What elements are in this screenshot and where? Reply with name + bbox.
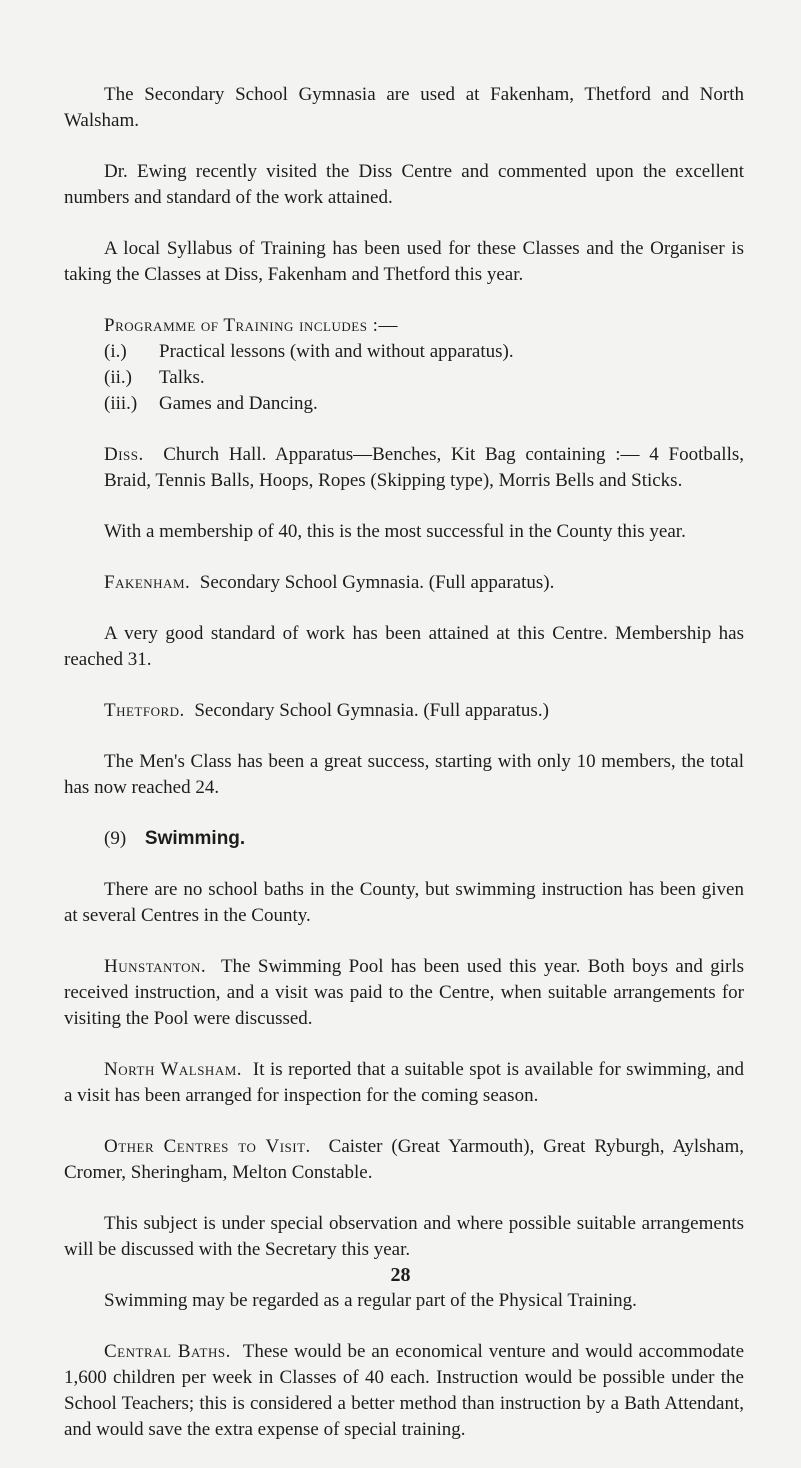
diss-membership: With a membership of 40, this is the most successful in the County this year. bbox=[104, 521, 686, 542]
swimming-intro: There are no school baths in the County, but swimming instruction has been given at several Centres in the County. bbox=[64, 879, 744, 926]
programme-item-number: (i.) bbox=[104, 341, 127, 362]
diss-label: Diss. bbox=[104, 444, 144, 465]
programme-item-text: Practical lessons (with and without apparatus). bbox=[159, 341, 514, 362]
section-number: (9) bbox=[104, 828, 127, 849]
programme-item bbox=[64, 339, 744, 365]
programme-item-text: Games and Dancing. bbox=[159, 393, 318, 414]
programme-item-text: Talks. bbox=[159, 367, 205, 388]
central-baths-label: Central Baths. bbox=[104, 1341, 231, 1362]
paragraph-gymnasia: The Secondary School Gymnasia are used at Fakenham, Thetford and North Walsham. bbox=[64, 84, 744, 131]
fakenham-text: Secondary School Gymnasia. (Full apparatus). bbox=[199, 572, 555, 593]
north-walsham-section bbox=[64, 1057, 744, 1109]
hunstanton-section bbox=[64, 954, 744, 1032]
hunstanton-label: Hunstanton. bbox=[104, 956, 207, 977]
programme-list bbox=[64, 339, 744, 417]
regular-paragraph: Swimming may be regarded as a regular part of the Physical Training. bbox=[104, 1290, 637, 1311]
diss-section bbox=[64, 442, 744, 494]
thetford-label: Thetford. bbox=[104, 700, 185, 721]
fakenham-section bbox=[64, 570, 744, 596]
other-centres-label: Other Centres to Visit. bbox=[104, 1136, 311, 1157]
swimming-heading bbox=[64, 826, 744, 852]
north-walsham-label: North Walsham. bbox=[104, 1059, 243, 1080]
paragraph-ewing-visit: Dr. Ewing recently visited the Diss Centre and commented upon the excellent numbers and standard of the work attained. bbox=[64, 161, 744, 208]
other-centres-section bbox=[64, 1134, 744, 1186]
central-baths-text: These would be an economical venture and would accommodate 1,600 children per week in Classes of 40 each. Instruction would be possible under the School Teachers; this is considered a better method than instruction by a Bath Attendant, and would save the extra expense of special training. bbox=[64, 1341, 745, 1440]
fakenham-detail: A very good standard of work has been attained at this Centre. Membership has reached 31. bbox=[64, 623, 744, 670]
thetford-section bbox=[64, 698, 744, 724]
programme-item-number: (ii.) bbox=[104, 367, 132, 388]
document-page bbox=[64, 82, 744, 1468]
section-title: Swimming. bbox=[144, 828, 246, 849]
north-walsham-text: It is reported that a suitable spot is available for swimming, and a visit has been arranged for inspection for the coming season. bbox=[64, 1059, 744, 1106]
thetford-detail: The Men's Class has been a great success, starting with only 10 members, the total has now reached 24. bbox=[64, 751, 744, 798]
diss-text: Church Hall. Apparatus—Benches, Kit Bag containing :— 4 Footballs, Braid, Tennis Balls, Hoops, Ropes (Skipping type), Morris Bells and Sticks. bbox=[104, 444, 744, 491]
programme-heading: Programme of Training includes :— bbox=[104, 315, 398, 336]
programme-item bbox=[64, 391, 744, 417]
central-baths-section bbox=[64, 1339, 744, 1443]
observation-paragraph: This subject is under special observation and where possible suitable arrangements will be discussed with the Secretary this year. bbox=[64, 1213, 744, 1260]
programme-item-number: (iii.) bbox=[104, 393, 138, 414]
thetford-text: Secondary School Gymnasia. (Full apparatus.) bbox=[194, 700, 549, 721]
other-centres-text: Caister (Great Yarmouth), Great Ryburgh, Aylsham, Cromer, Sheringham, Melton Constable. bbox=[64, 1136, 745, 1183]
programme-item bbox=[64, 365, 744, 391]
paragraph-local-syllabus: A local Syllabus of Training has been used for these Classes and the Organiser is taking the Classes at Diss, Fakenham and Thetford this year. bbox=[64, 238, 744, 285]
page-number: 28 bbox=[390, 1264, 411, 1286]
hunstanton-text: The Swimming Pool has been used this year. Both boys and girls received instruction, and a visit was paid to the Centre, when suitable arrangements for visiting the Pool were discussed. bbox=[64, 956, 745, 1029]
fakenham-label: Fakenham. bbox=[104, 572, 191, 593]
